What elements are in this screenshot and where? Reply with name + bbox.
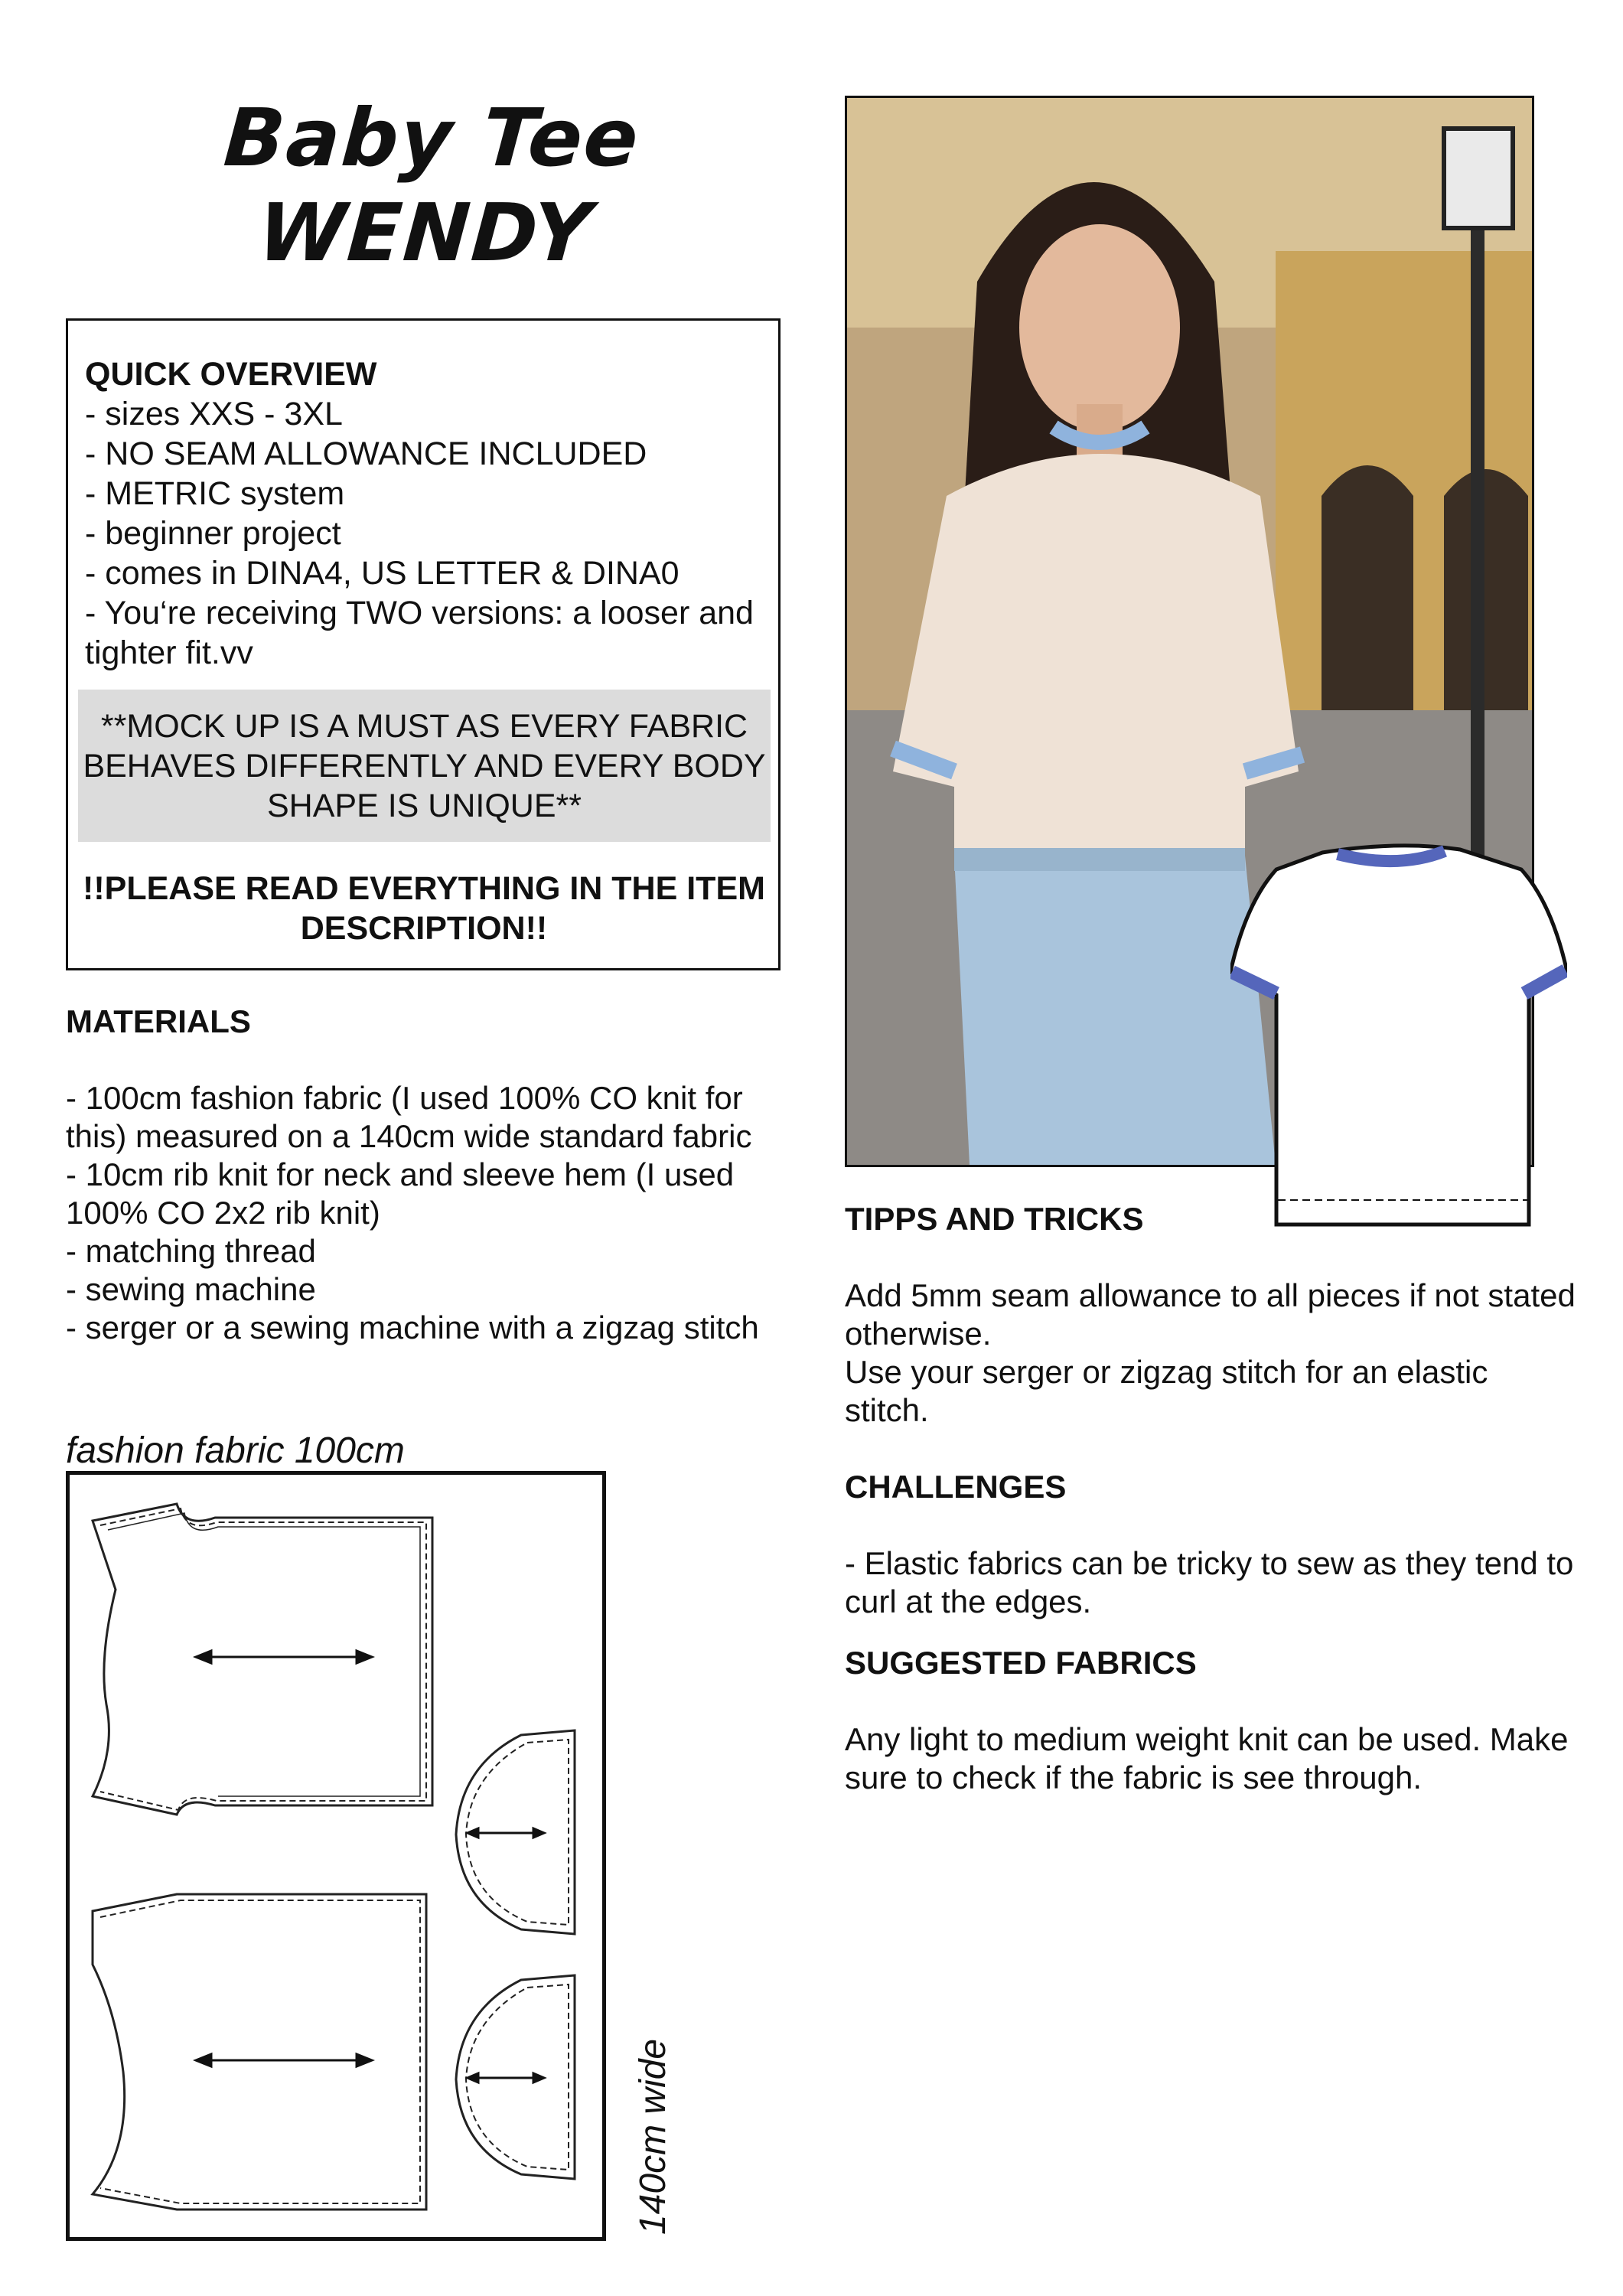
fabric-length-label: fashion fabric 100cm bbox=[66, 1430, 405, 1471]
materials-item: - 100cm fashion fabric (I used 100% CO knit for this) measured on a 140cm wide standard fabric bbox=[66, 1080, 752, 1154]
challenges-heading: CHALLENGES bbox=[845, 1469, 1067, 1505]
tips-line: Add 5mm seam allowance to all pieces if not stated otherwise. bbox=[845, 1277, 1576, 1352]
title-line-1: Baby Tee bbox=[220, 91, 643, 184]
overview-text bbox=[85, 354, 774, 673]
mockup-note-text: **MOCK UP IS A MUST AS EVERY FABRIC BEHAVES DIFFERENTLY AND EVERY BODY SHAPE IS UNIQUE** bbox=[83, 707, 766, 824]
fabrics-heading: SUGGESTED FABRICS bbox=[845, 1645, 1197, 1681]
cutting-layout-drawing bbox=[70, 1475, 602, 2237]
quick-overview-box bbox=[66, 318, 781, 970]
overview-item: - beginner project bbox=[85, 515, 341, 552]
tips-line: Use your serger or zigzag stitch for an elastic stitch. bbox=[845, 1354, 1488, 1428]
page-title bbox=[184, 90, 672, 280]
materials-item: - sewing machine bbox=[66, 1271, 316, 1307]
tips-heading: TIPPS AND TRICKS bbox=[845, 1201, 1144, 1237]
front-pattern-piece bbox=[93, 1894, 426, 2210]
overview-item: - You‘re receiving TWO versions: a looser and tighter fit.vv bbox=[85, 595, 754, 671]
challenges-text: - Elastic fabrics can be tricky to sew as they tend to curl at the edges. bbox=[845, 1545, 1574, 1619]
materials-item: - serger or a sewing machine with a zigzag stitch bbox=[66, 1309, 759, 1345]
overview-item: - comes in DINA4, US LETTER & DINA0 bbox=[85, 555, 680, 592]
cutting-layout bbox=[66, 1471, 606, 2241]
read-description-note: !!PLEASE READ EVERYTHING IN THE ITEM DESCRIPTION!! bbox=[83, 870, 765, 947]
overview-heading: QUICK OVERVIEW bbox=[85, 356, 377, 393]
overview-item: - sizes XXS - 3XL bbox=[85, 396, 343, 432]
tshirt-flat-sketch bbox=[1230, 842, 1567, 1240]
overview-list bbox=[85, 394, 774, 673]
tips-section bbox=[845, 1200, 1579, 1797]
materials-item: - 10cm rib knit for neck and sleeve hem (I used 100% CO 2x2 rib knit) bbox=[66, 1156, 735, 1231]
materials-item: - matching thread bbox=[66, 1233, 316, 1269]
materials-heading: MATERIALS bbox=[66, 1003, 251, 1039]
fabrics-text: Any light to medium weight knit can be used. Make sure to check if the fabric is see through. bbox=[845, 1721, 1569, 1795]
materials-section bbox=[66, 1003, 785, 1347]
title-line-2: WENDY bbox=[255, 186, 596, 279]
fabric-width-label: 140cm wide bbox=[633, 2038, 673, 2235]
overview-item: - NO SEAM ALLOWANCE INCLUDED bbox=[85, 435, 647, 472]
mockup-note bbox=[78, 690, 771, 842]
overview-item: - METRIC system bbox=[85, 475, 345, 512]
back-pattern-piece bbox=[93, 1504, 432, 1815]
